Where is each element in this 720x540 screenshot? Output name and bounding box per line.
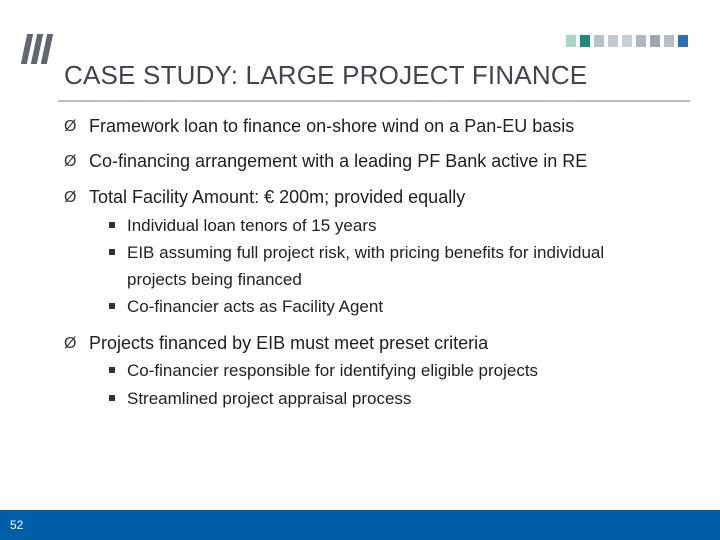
- title-divider: [58, 100, 690, 102]
- square-bullet-icon: [109, 303, 115, 309]
- subbullet-text-continued: projects being financed: [127, 270, 302, 289]
- header-square: [608, 35, 618, 47]
- arrow-bullet-icon: Ø: [64, 335, 77, 352]
- subbullet-text: Individual loan tenors of 15 years: [127, 216, 377, 235]
- bullet-text: Total Facility Amount: € 200m; provided equally: [89, 187, 466, 207]
- header-square: [636, 35, 646, 47]
- square-bullet-icon: [109, 222, 115, 228]
- subbullet-text: Streamlined project appraisal process: [127, 389, 412, 408]
- header-square: [594, 35, 604, 47]
- bullet-text: Framework loan to finance on-shore wind on a Pan-EU basis: [89, 116, 575, 136]
- square-bullet-icon: [109, 249, 115, 255]
- bullet-text: Projects financed by EIB must meet preset criteria: [89, 333, 489, 353]
- page-number: 52: [10, 518, 24, 532]
- arrow-bullet-icon: Ø: [64, 189, 77, 206]
- arrow-bullet-icon: Ø: [64, 118, 77, 135]
- bullet-text: Co-financing arrangement with a leading PF Bank active in RE: [89, 151, 588, 171]
- header-square: [622, 35, 632, 47]
- subbullet-text: EIB assuming full project risk, with pricing benefits for individual: [127, 243, 605, 262]
- square-bullet-icon: [109, 367, 115, 373]
- header-square: [664, 35, 674, 47]
- subbullet-text: Co-financier responsible for identifying eligible projects: [127, 361, 539, 380]
- header-square: [650, 35, 660, 47]
- header-square: [566, 35, 576, 47]
- eib-logo-icon: [22, 34, 56, 64]
- square-bullet-icon: [109, 395, 115, 401]
- header-square: [678, 35, 688, 47]
- header-square: [580, 35, 590, 47]
- footer-bar: [0, 510, 720, 540]
- subbullet-text: Co-financier acts as Facility Agent: [127, 297, 384, 316]
- arrow-bullet-icon: Ø: [64, 153, 77, 170]
- slide-title: CASE STUDY: LARGE PROJECT FINANCE: [64, 60, 588, 90]
